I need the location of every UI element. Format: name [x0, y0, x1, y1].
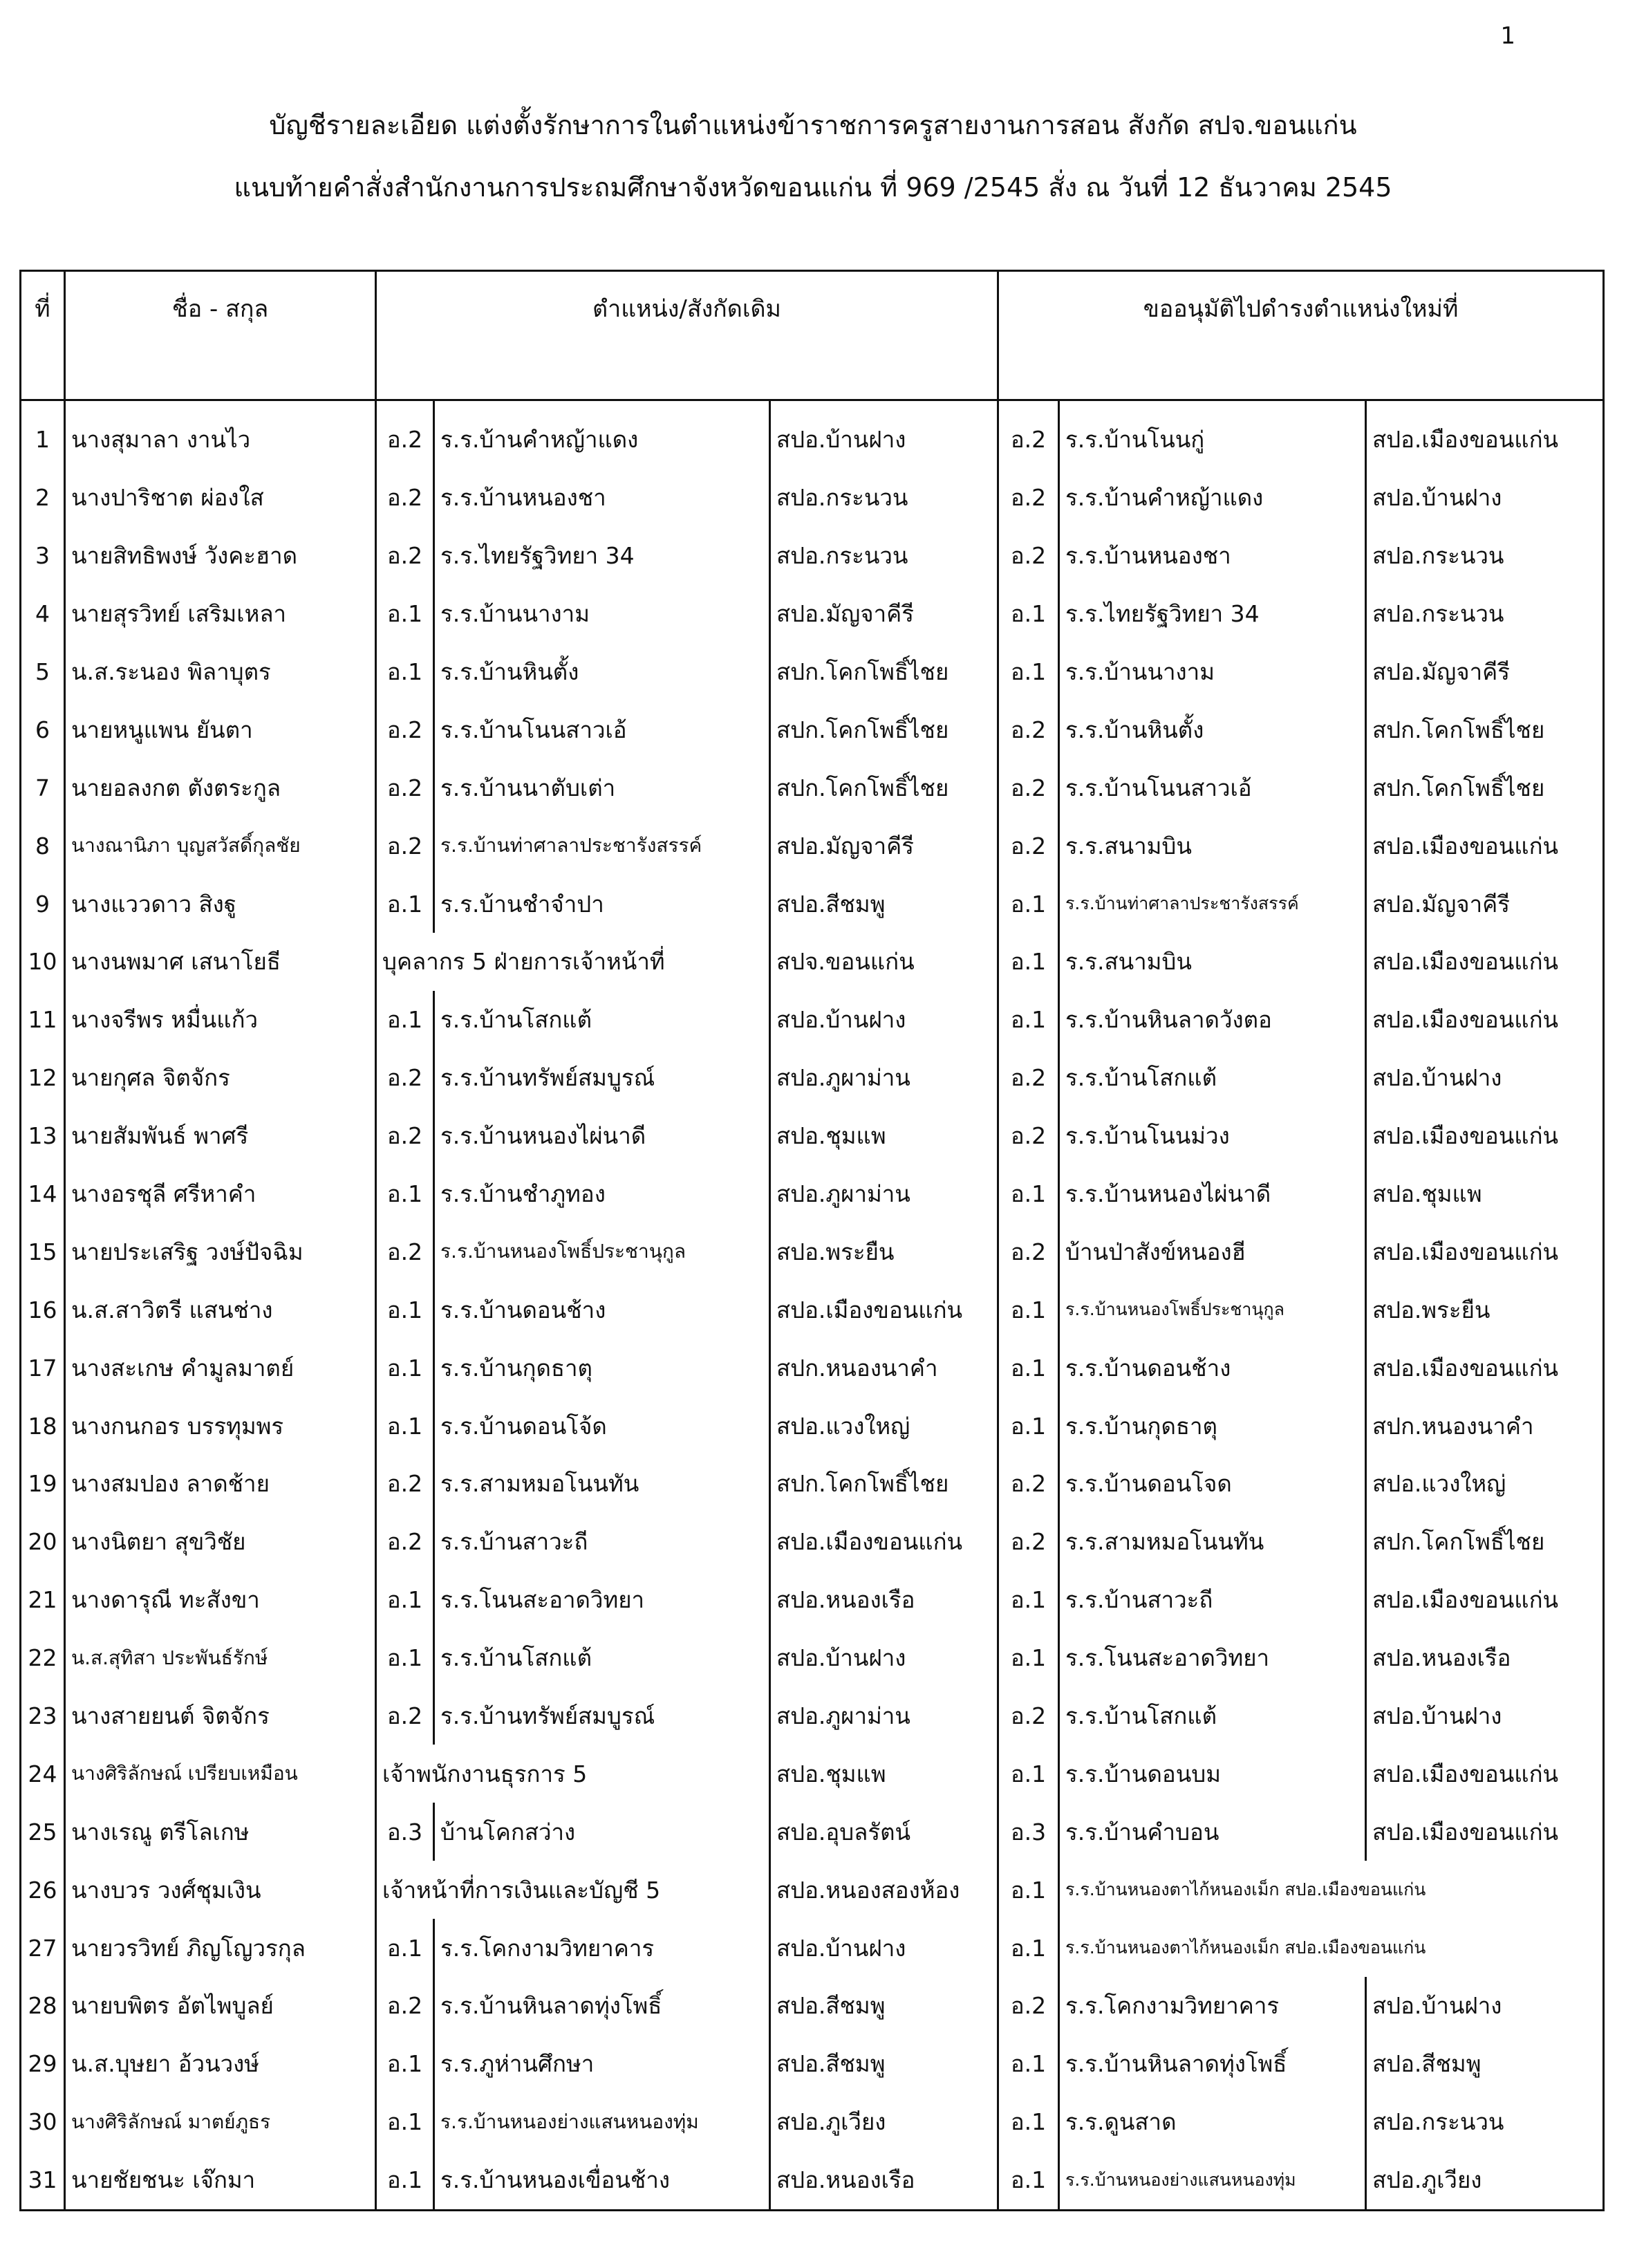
- new-office: สปก.หนองนาคำ: [1366, 1397, 1604, 1455]
- old-office: สปอ.สีชมพู: [770, 2035, 998, 2093]
- old-level: อ.1: [376, 875, 434, 933]
- new-office: สปอ.พระยืน: [1366, 1281, 1604, 1339]
- table-row: [21, 2093, 1604, 2151]
- person-name: นายวรวิทย์ ภิญโญวรกุล: [65, 1919, 376, 1977]
- row-number: 28: [28, 1992, 57, 2020]
- new-office: สปก.โคกโพธิ์ไชย: [1366, 700, 1604, 759]
- old-school: ร.ร.บ้านโสกแต้: [434, 1629, 770, 1687]
- new-level: อ.2: [998, 817, 1059, 875]
- old-office: สปอ.ภูเวียง: [770, 2093, 998, 2151]
- old-school: ร.ร.บ้านทรัพย์สมบูรณ์: [434, 1049, 770, 1107]
- row-number: 29: [28, 2050, 57, 2078]
- old-level: อ.1: [376, 2151, 434, 2210]
- new-level: อ.1: [998, 1397, 1059, 1455]
- table-row: [21, 1397, 1604, 1455]
- table-row: [21, 700, 1604, 759]
- new-school: ร.ร.บ้านหนองชา: [1059, 527, 1366, 585]
- new-level: อ.2: [998, 1687, 1059, 1745]
- person-name: นายกุศล จิตจักร: [65, 1049, 376, 1107]
- new-office: สปอ.ชุมแพ: [1366, 1165, 1604, 1223]
- person-name: นายประเสริฐ วงษ์ปัจฉิม: [65, 1223, 376, 1281]
- old-school: ร.ร.ภูห่านศึกษา: [434, 2035, 770, 2093]
- new-school-and-office: ร.ร.บ้านหนองตาไก้หนองเม็ก สปอ.เมืองขอนแก่น: [1059, 1919, 1604, 1977]
- new-school: ร.ร.ไทยรัฐวิทยา 34: [1059, 585, 1366, 643]
- new-office: สปอ.บ้านฝาง: [1366, 1977, 1604, 2035]
- table-row: [21, 1513, 1604, 1571]
- table-row: [21, 1571, 1604, 1629]
- old-office: สปอ.ภูผาม่าน: [770, 1049, 998, 1107]
- table-row: [21, 527, 1604, 585]
- old-level: อ.1: [376, 1919, 434, 1977]
- old-school: ร.ร.บ้านหินตั้ง: [434, 643, 770, 701]
- row-number: 19: [28, 1470, 57, 1498]
- old-office: สปก.โคกโพธิ์ไชย: [770, 759, 998, 817]
- row-number: 11: [28, 1006, 57, 1034]
- person-name: นายสัมพันธ์ พาศรี: [65, 1107, 376, 1165]
- old-position: เจ้าหน้าที่การเงินและบัญชี 5: [376, 1861, 770, 1919]
- row-number: 4: [35, 600, 50, 628]
- person-name: นางจรีพร หมื่นแก้ว: [65, 991, 376, 1049]
- old-office: สปอ.สีชมพู: [770, 1977, 998, 2035]
- row-number: 13: [28, 1122, 57, 1150]
- new-level: อ.1: [998, 991, 1059, 1049]
- old-school: ร.ร.บ้านหนองย่างแสนหนองทุ่ม: [434, 2093, 770, 2151]
- old-office: สปอ.บ้านฝาง: [770, 991, 998, 1049]
- old-office: สปอ.อุบลรัตน์: [770, 1803, 998, 1861]
- new-level: อ.2: [998, 759, 1059, 817]
- row-number: 21: [28, 1586, 57, 1614]
- row-number: 10: [28, 948, 57, 976]
- new-school: ร.ร.บ้านหินลาดทุ่งโพธิ์: [1059, 2035, 1366, 2093]
- old-level: อ.3: [376, 1803, 434, 1861]
- new-school: ร.ร.โคกงามวิทยาคาร: [1059, 1977, 1366, 2035]
- new-school: บ้านป่าสังข์หนองฮี: [1059, 1223, 1366, 1281]
- new-level: อ.1: [998, 643, 1059, 701]
- old-level: อ.1: [376, 1339, 434, 1397]
- new-school: ร.ร.โนนสะอาดวิทยา: [1059, 1629, 1366, 1687]
- old-level: อ.2: [376, 1687, 434, 1745]
- old-office: สปอ.ภูผาม่าน: [770, 1687, 998, 1745]
- new-level: อ.1: [998, 585, 1059, 643]
- old-level: อ.1: [376, 2093, 434, 2151]
- person-name: นายอลงกต ตังตระกูล: [65, 759, 376, 817]
- old-office: สปอ.สีชมพู: [770, 875, 998, 933]
- person-name: นางสุมาลา งานไว: [65, 400, 376, 469]
- new-level: อ.2: [998, 700, 1059, 759]
- new-level: อ.2: [998, 1513, 1059, 1571]
- row-number: 12: [28, 1064, 57, 1092]
- new-office: สปอ.มัญจาคีรี: [1366, 875, 1604, 933]
- new-school-and-office: ร.ร.บ้านหนองตาไก้หนองเม็ก สปอ.เมืองขอนแก่น: [1059, 1861, 1604, 1919]
- old-level: อ.1: [376, 585, 434, 643]
- row-number: 16: [28, 1296, 57, 1323]
- old-school: ร.ร.บ้านคำหญ้าแดง: [434, 400, 770, 469]
- person-name: นางดารุณี ทะสังขา: [65, 1571, 376, 1629]
- person-name: นางสะเกษ คำมูลมาตย์: [65, 1339, 376, 1397]
- row-number: 27: [28, 1934, 57, 1962]
- old-office: สปอ.พระยืน: [770, 1223, 998, 1281]
- person-name: นางณานิภา บุญสวัสดิ์กุลชัย: [65, 817, 376, 875]
- table-row: [21, 2151, 1604, 2210]
- document-subtitle: แนบท้ายคำสั่งสำนักงานการประถมศึกษาจังหวัดขอนแก่น ที่ 969 /2545 สั่ง ณ วันที่ 12 ธันวาคม 2545: [234, 172, 1392, 203]
- table-row: [21, 1687, 1604, 1745]
- old-level: อ.2: [376, 1455, 434, 1513]
- new-office: สปอ.เมืองขอนแก่น: [1366, 1223, 1604, 1281]
- new-office: สปอ.กระนวน: [1366, 527, 1604, 585]
- old-level: อ.1: [376, 643, 434, 701]
- row-number: 30: [28, 2108, 57, 2136]
- old-school: ร.ร.บ้านหินลาดทุ่งโพธิ์: [434, 1977, 770, 2035]
- table-row: [21, 991, 1604, 1049]
- person-name: นางกนกอร บรรทุมพร: [65, 1397, 376, 1455]
- old-school: ร.ร.บ้านนางาม: [434, 585, 770, 643]
- new-office: สปอ.เมืองขอนแก่น: [1366, 1107, 1604, 1165]
- old-office: สปก.โคกโพธิ์ไชย: [770, 643, 998, 701]
- old-school: ร.ร.สามหมอโนนทัน: [434, 1455, 770, 1513]
- row-number: 23: [28, 1702, 57, 1730]
- table-row: [21, 1223, 1604, 1281]
- old-school: ร.ร.บ้านนาตับเต่า: [434, 759, 770, 817]
- old-school: ร.ร.บ้านท่าศาลาประชารังสรรค์: [434, 817, 770, 875]
- new-level: อ.3: [998, 1803, 1059, 1861]
- person-name: นางสายยนต์ จิตจักร: [65, 1687, 376, 1745]
- row-number: 15: [28, 1238, 57, 1265]
- old-level: อ.2: [376, 817, 434, 875]
- new-school: ร.ร.บ้านคำบอน: [1059, 1803, 1366, 1861]
- row-number: 6: [35, 716, 50, 743]
- old-level: อ.1: [376, 1281, 434, 1339]
- new-level: อ.1: [998, 2035, 1059, 2093]
- new-level: อ.2: [998, 1107, 1059, 1165]
- row-number: 2: [35, 484, 50, 512]
- new-level: อ.1: [998, 1629, 1059, 1687]
- person-name: นางสมปอง ลาดช้าย: [65, 1455, 376, 1513]
- new-school: ร.ร.สามหมอโนนทัน: [1059, 1513, 1366, 1571]
- old-level: อ.2: [376, 1977, 434, 2035]
- old-office: สปอ.หนองเรือ: [770, 2151, 998, 2210]
- row-number: 5: [35, 658, 50, 685]
- old-office: สปอ.เมืองขอนแก่น: [770, 1281, 998, 1339]
- new-school: ร.ร.บ้านโนนม่วง: [1059, 1107, 1366, 1165]
- new-office: สปอ.ภูเวียง: [1366, 2151, 1604, 2210]
- person-name: น.ส.บุษยา อ้วนวงษ์: [65, 2035, 376, 2093]
- new-school: ร.ร.ดูนสาด: [1059, 2093, 1366, 2151]
- table-row: [21, 933, 1604, 991]
- new-school: ร.ร.บ้านคำหญ้าแดง: [1059, 469, 1366, 527]
- old-level: อ.2: [376, 527, 434, 585]
- old-office: สปอ.หนองเรือ: [770, 1571, 998, 1629]
- new-school: ร.ร.บ้านหนองย่างแสนหนองทุ่ม: [1059, 2151, 1366, 2210]
- old-office: สปอ.เมืองขอนแก่น: [770, 1513, 998, 1571]
- new-level: อ.1: [998, 933, 1059, 991]
- old-school: ร.ร.โนนสะอาดวิทยา: [434, 1571, 770, 1629]
- old-school: ร.ร.บ้านชำภูทอง: [434, 1165, 770, 1223]
- old-school: บ้านโคกสว่าง: [434, 1803, 770, 1861]
- new-office: สปก.โคกโพธิ์ไชย: [1366, 1513, 1604, 1571]
- row-number: 1: [35, 426, 50, 454]
- person-name: น.ส.สุทิสา ประพันธ์รักษ์: [65, 1629, 376, 1687]
- header-no: ที่: [21, 271, 65, 400]
- row-number: 31: [28, 2166, 57, 2194]
- new-level: อ.1: [998, 1165, 1059, 1223]
- new-level: อ.2: [998, 1455, 1059, 1513]
- new-school: ร.ร.บ้านหนองไผ่นาดี: [1059, 1165, 1366, 1223]
- person-name: นายหนูแพน ยันตา: [65, 700, 376, 759]
- old-school: ร.ร.บ้านหนองเขื่อนช้าง: [434, 2151, 770, 2210]
- person-name: นางแววดาว สิงฐู: [65, 875, 376, 933]
- row-number: 17: [28, 1354, 57, 1382]
- row-number: 25: [28, 1818, 57, 1846]
- old-level: อ.1: [376, 1397, 434, 1455]
- document-title: บัญชีรายละเอียด แต่งตั้งรักษาการในตำแหน่งข้าราชการครูสายงานการสอน สังกัด สปจ.ขอนแก่น: [269, 110, 1357, 140]
- row-number: 8: [35, 832, 50, 859]
- new-level: อ.1: [998, 1861, 1059, 1919]
- new-level: อ.1: [998, 875, 1059, 933]
- old-office: สปอ.บ้านฝาง: [770, 1629, 998, 1687]
- new-school: ร.ร.บ้านดอนโจด: [1059, 1455, 1366, 1513]
- old-level: อ.2: [376, 700, 434, 759]
- old-office: สปอ.ชุมแพ: [770, 1745, 998, 1803]
- table-row: [21, 1339, 1604, 1397]
- old-office: สปอ.กระนวน: [770, 469, 998, 527]
- old-level: อ.2: [376, 1513, 434, 1571]
- new-office: สปอ.กระนวน: [1366, 2093, 1604, 2151]
- new-level: อ.1: [998, 2151, 1059, 2210]
- table-row: [21, 875, 1604, 933]
- person-name: น.ส.ระนอง พิลาบุตร: [65, 643, 376, 701]
- old-position: เจ้าพนักงานธุรการ 5: [376, 1745, 770, 1803]
- old-office: สปอ.บ้านฝาง: [770, 1919, 998, 1977]
- old-office: สปก.หนองนาคำ: [770, 1339, 998, 1397]
- new-school: ร.ร.บ้านหินตั้ง: [1059, 700, 1366, 759]
- new-school: ร.ร.บ้านท่าศาลาประชารังสรรค์: [1059, 875, 1366, 933]
- old-school: ร.ร.โคกงามวิทยาคาร: [434, 1919, 770, 1977]
- new-school: ร.ร.บ้านนางาม: [1059, 643, 1366, 701]
- old-school: ร.ร.บ้านกุดธาตุ: [434, 1339, 770, 1397]
- old-office: สปอ.ภูผาม่าน: [770, 1165, 998, 1223]
- page-number: 1: [1500, 22, 1515, 50]
- new-office: สปอ.มัญจาคีรี: [1366, 643, 1604, 701]
- header-old-position: ตำแหน่ง/สังกัดเดิม: [376, 271, 998, 400]
- new-office: สปอ.บ้านฝาง: [1366, 1687, 1604, 1745]
- old-level: อ.2: [376, 1049, 434, 1107]
- table-row: [21, 2035, 1604, 2093]
- old-office: สปจ.ขอนแก่น: [770, 933, 998, 991]
- new-office: สปอ.แวงใหญ่: [1366, 1455, 1604, 1513]
- table-row: [21, 1107, 1604, 1165]
- appointment-table: [19, 270, 1605, 2211]
- header-name: ชื่อ - สกุล: [65, 271, 376, 400]
- old-school: ร.ร.บ้านดอนช้าง: [434, 1281, 770, 1339]
- new-school: ร.ร.บ้านโนนสาวเอ้: [1059, 759, 1366, 817]
- old-level: อ.1: [376, 1571, 434, 1629]
- table-row: [21, 1049, 1604, 1107]
- new-school: ร.ร.สนามบิน: [1059, 817, 1366, 875]
- new-school: ร.ร.บ้านหินลาดวังตอ: [1059, 991, 1366, 1049]
- old-school: ร.ร.บ้านดอนโจ้ด: [434, 1397, 770, 1455]
- person-name: นายชัยชนะ เจ๊กมา: [65, 2151, 376, 2210]
- new-level: อ.1: [998, 1571, 1059, 1629]
- new-office: สปอ.เมืองขอนแก่น: [1366, 1339, 1604, 1397]
- old-office: สปอ.หนองสองห้อง: [770, 1861, 998, 1919]
- header-new-position: ขออนุมัติไปดำรงตำแหน่งใหม่ที่: [998, 271, 1604, 400]
- new-office: สปอ.หนองเรือ: [1366, 1629, 1604, 1687]
- new-level: อ.1: [998, 1745, 1059, 1803]
- person-name: นางนพมาศ เสนาโยธี: [65, 933, 376, 991]
- new-office: สปอ.เมืองขอนแก่น: [1366, 1571, 1604, 1629]
- row-number: 24: [28, 1760, 57, 1787]
- table-row: [21, 1977, 1604, 2035]
- row-number: 26: [28, 1876, 57, 1904]
- table-row: [21, 643, 1604, 701]
- table-header-row: [21, 271, 1604, 400]
- person-name: นายสิทธิพงษ์ วังคะฮาด: [65, 527, 376, 585]
- old-school: ร.ร.บ้านชำจำปา: [434, 875, 770, 933]
- old-school: ร.ร.บ้านทรัพย์สมบูรณ์: [434, 1687, 770, 1745]
- table-row: [21, 1629, 1604, 1687]
- old-school: ร.ร.ไทยรัฐวิทยา 34: [434, 527, 770, 585]
- table-row: [21, 400, 1604, 469]
- new-office: สปก.โคกโพธิ์ไชย: [1366, 759, 1604, 817]
- new-level: อ.2: [998, 1049, 1059, 1107]
- old-level: อ.1: [376, 991, 434, 1049]
- old-office: สปอ.ชุมแพ: [770, 1107, 998, 1165]
- new-school: ร.ร.บ้านดอนช้าง: [1059, 1339, 1366, 1397]
- table-row: [21, 1281, 1604, 1339]
- person-name: นางศิริลักษณ์ มาตย์ภูธร: [65, 2093, 376, 2151]
- new-level: อ.2: [998, 527, 1059, 585]
- new-office: สปอ.กระนวน: [1366, 585, 1604, 643]
- person-name: นางปาริชาต ผ่องใส: [65, 469, 376, 527]
- table-row: [21, 585, 1604, 643]
- table-row: [21, 1455, 1604, 1513]
- table-row: [21, 469, 1604, 527]
- old-level: อ.1: [376, 1165, 434, 1223]
- old-level: อ.2: [376, 469, 434, 527]
- old-office: สปอ.มัญจาคีรี: [770, 585, 998, 643]
- new-school: ร.ร.บ้านดอนบม: [1059, 1745, 1366, 1803]
- old-office: สปอ.บ้านฝาง: [770, 400, 998, 469]
- new-level: อ.1: [998, 2093, 1059, 2151]
- new-office: สปอ.บ้านฝาง: [1366, 1049, 1604, 1107]
- new-level: อ.2: [998, 400, 1059, 469]
- old-position: บุคลากร 5 ฝ่ายการเจ้าหน้าที่: [376, 933, 770, 991]
- old-level: อ.2: [376, 400, 434, 469]
- table-row: [21, 759, 1604, 817]
- table-row: [21, 1919, 1604, 1977]
- person-name: นางเรณู ตรีโลเกษ: [65, 1803, 376, 1861]
- new-school: ร.ร.บ้านโนนกู่: [1059, 400, 1366, 469]
- person-name: นางนิตยา สุขวิชัย: [65, 1513, 376, 1571]
- person-name: นางบวร วงศ์ชุมเงิน: [65, 1861, 376, 1919]
- new-office: สปอ.เมืองขอนแก่น: [1366, 933, 1604, 991]
- row-number: 20: [28, 1528, 57, 1556]
- old-level: อ.2: [376, 1223, 434, 1281]
- person-name: นายสุรวิทย์ เสริมเหลา: [65, 585, 376, 643]
- new-school: ร.ร.บ้านโสกแต้: [1059, 1687, 1366, 1745]
- new-level: อ.2: [998, 469, 1059, 527]
- person-name: น.ส.สาวิตรี แสนช่าง: [65, 1281, 376, 1339]
- new-office: สปอ.สีชมพู: [1366, 2035, 1604, 2093]
- new-office: สปอ.เมืองขอนแก่น: [1366, 1803, 1604, 1861]
- old-office: สปก.โคกโพธิ์ไชย: [770, 1455, 998, 1513]
- row-number: 3: [35, 542, 50, 570]
- old-office: สปก.โคกโพธิ์ไชย: [770, 700, 998, 759]
- new-office: สปอ.เมืองขอนแก่น: [1366, 991, 1604, 1049]
- old-office: สปอ.มัญจาคีรี: [770, 817, 998, 875]
- table-row: [21, 1861, 1604, 1919]
- new-school: ร.ร.บ้านหนองโพธิ์ประชานุกูล: [1059, 1281, 1366, 1339]
- old-office: สปอ.กระนวน: [770, 527, 998, 585]
- old-school: ร.ร.บ้านหนองไผ่นาดี: [434, 1107, 770, 1165]
- old-school: ร.ร.บ้านสาวะถี: [434, 1513, 770, 1571]
- old-level: อ.1: [376, 2035, 434, 2093]
- old-office: สปอ.แวงใหญ่: [770, 1397, 998, 1455]
- row-number: 14: [28, 1180, 57, 1208]
- new-level: อ.1: [998, 1919, 1059, 1977]
- new-level: อ.1: [998, 1281, 1059, 1339]
- table-row: [21, 1165, 1604, 1223]
- new-school: ร.ร.บ้านสาวะถี: [1059, 1571, 1366, 1629]
- new-school: ร.ร.บ้านโสกแต้: [1059, 1049, 1366, 1107]
- new-level: อ.2: [998, 1223, 1059, 1281]
- table-row: [21, 1745, 1604, 1803]
- new-level: อ.1: [998, 1339, 1059, 1397]
- row-number: 18: [28, 1412, 57, 1440]
- table-row: [21, 1803, 1604, 1861]
- new-office: สปอ.เมืองขอนแก่น: [1366, 1745, 1604, 1803]
- new-school: ร.ร.สนามบิน: [1059, 933, 1366, 991]
- new-level: อ.2: [998, 1977, 1059, 2035]
- old-school: ร.ร.บ้านหนองชา: [434, 469, 770, 527]
- new-office: สปอ.บ้านฝาง: [1366, 469, 1604, 527]
- person-name: นายบพิตร อัตไพบูลย์: [65, 1977, 376, 2035]
- old-school: ร.ร.บ้านโนนสาวเอ้: [434, 700, 770, 759]
- new-office: สปอ.เมืองขอนแก่น: [1366, 817, 1604, 875]
- old-level: อ.1: [376, 1629, 434, 1687]
- person-name: นางศิริลักษณ์ เปรียบเหมือน: [65, 1745, 376, 1803]
- old-school: ร.ร.บ้านโสกแต้: [434, 991, 770, 1049]
- row-number: 9: [35, 890, 50, 918]
- person-name: นางอรชุลี ศรีหาคำ: [65, 1165, 376, 1223]
- row-number: 22: [28, 1644, 57, 1672]
- old-level: อ.2: [376, 1107, 434, 1165]
- new-school: ร.ร.บ้านกุดธาตุ: [1059, 1397, 1366, 1455]
- old-level: อ.2: [376, 759, 434, 817]
- table-row: [21, 817, 1604, 875]
- old-school: ร.ร.บ้านหนองโพธิ์ประชานุกูล: [434, 1223, 770, 1281]
- new-office: สปอ.เมืองขอนแก่น: [1366, 400, 1604, 469]
- row-number: 7: [35, 774, 50, 801]
